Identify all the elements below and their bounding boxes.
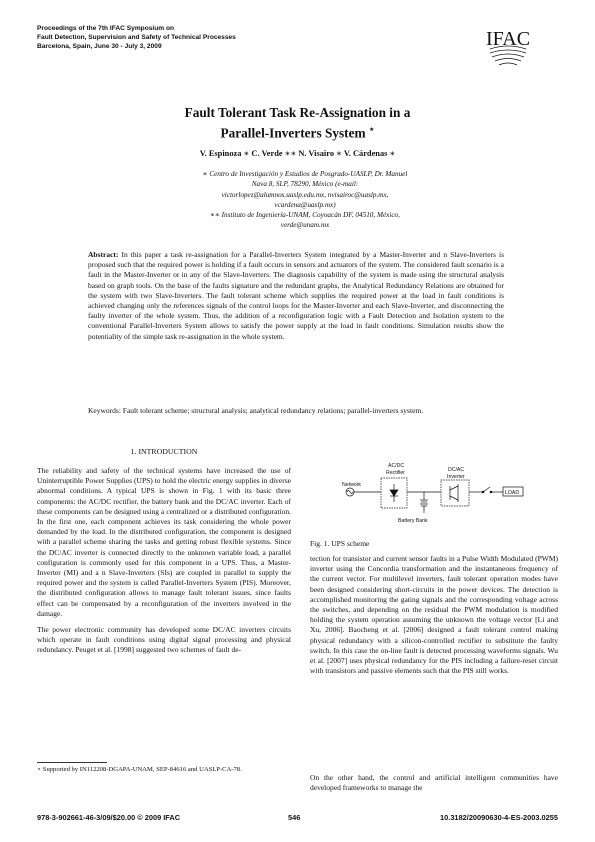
label-network: Network	[342, 482, 362, 488]
abstract-text: In this paper a task re-assignation for a Parallel-Inverters System integrated by a Master-Inverter and n Slave-Inverters is proposed such that the required power is holding if a fault occurs in sensors and actuators of the system. The considered fault scenario is a fault in the Master-Inverter or in any of the Slave-Inverters. The diagnosis capability of the system is made using the structural analysis based on graph tools. On the base of the faults signature and the redundant graphs, the Analytical Redundancy Relations are obtained for the system with two Slave-Inverters. The fault tolerant scheme which supplies the required power at the load in fault conditions is achieved changing only the references signals of the control loops for the Master-Inverter and each Slave-Inverter, and disconnecting the faulty inverter of the whole system. Thus, the addition of a reconfiguration logic with a Fault Detection and Isolation system to the conventional Parallel-Inverters System allows to satisfy the power supply at the load in fault conditions. Simulation results show the potentiality of the simple task re-assignation in the whole system.	[88, 250, 504, 341]
paper-title	[0, 104, 595, 141]
ups-scheme-figure	[338, 460, 528, 536]
header-line-3: Barcelona, Spain, June 30 - July 3, 2009	[37, 43, 162, 50]
affiliation-1-line-3: victorlopez@alumnos.uaslp.edu.mx, nvisairoc@uaslp.mx,	[221, 190, 389, 199]
title-line-1: Fault Tolerant Task Re-Assignation in a	[184, 105, 411, 120]
affiliations	[180, 169, 430, 231]
header-line-2: Fault Detection, Supervision and Safety of Technical Processes	[37, 34, 236, 41]
right-paragraph-1: tection for transistor and current sensor faults in a Pulse Width Modulated (PWM) inverter using the Concordia transformation and the instantaneous frequency of the current vector. For multilevel inverters, fault tolerant operation modes have been designed considering short-circuits in the power devices. The detection is accomplished monitoring the gating signals and the corresponding voltage across the switches, and depending on the residual the PWM modulation is modified holding the system operation assuming the unknown the voltage vector [Li and Xu, 2006]. Baocheng et al. [2006] designed a fault tolerant control making physical redundancy with a silicon-controlled rectifier to substitute the faulty switch. In this case the on-line fault is detected processing waveforms signals. Wu et al. [2007] uses physical redundancy for the PIS including a failure-reset circuit with transistors and passive elements such that the PIS still works.	[310, 554, 558, 676]
label-inverter-1: DC/AC	[448, 467, 465, 473]
abstract-label: Abstract:	[88, 250, 119, 259]
section-heading-introduction: 1. INTRODUCTION	[130, 447, 198, 456]
intro-paragraph-1: The reliability and safety of the technical systems have increased the use of Uninterruptible Power Supplies (UPS) to hold the electric energy supplies in diverse abnormal conditions. A typical UPS is shown in Fig. 1 with its basic three components: the AC/DC rectifier, the battery bank and the DC/AC inverter. Each of these components can be designed using a centralized or a distributed configuration. In the first one, each component achieves its task considering the whole power demanded by the load. In the distributed configuration, the component is designed with a parallel scheme sharing the tasks and getting robust flexible systems. Since the DC/AC inverter is connected directly to the unknown variable load, a parallel configuration is commonly used for this component in a UPS. Thus, a Master-Inverter (MI) and a n Slave-Inverters (SIs) are coupled in parallel to supply the required power and the system is called Parallel-Inverters System (PIS). Moreover, the distributed configuration allows to manage fault tolerant issues, since faults effect can be compensated by a reconfiguration of the inverters involved in the damage.	[37, 466, 291, 618]
affiliation-1-line-4: vcardena@uaslp.mx)	[274, 200, 336, 209]
right-column	[310, 554, 558, 676]
label-inverter-2: Inverter	[447, 474, 465, 480]
label-load: LOAD	[505, 490, 520, 496]
label-battery: Battery Bank	[398, 518, 428, 524]
keywords: Keywords: Fault tolerant scheme; structural analysis; analytical redundancy relations; parallel-inverters system.	[88, 406, 424, 415]
ifac-logo	[478, 21, 538, 71]
label-rectifier-1: AC/DC	[388, 463, 405, 469]
intro-paragraph-2: The power electronic community has developed some DC/AC inverters circuits which operate in fault conditions using digital signal processing and physical redundancy. Peuget et al. [1998] suggested two schemes of fault de-	[37, 625, 291, 655]
label-rectifier-2: Rectifier	[386, 470, 406, 476]
abstract	[88, 250, 504, 342]
footer-page-number: 546	[288, 813, 301, 822]
title-line-2: Parallel-Inverters System	[220, 125, 366, 141]
title-footnote-mark: ⋆	[368, 124, 375, 134]
right-column-continued	[310, 773, 558, 793]
ifac-logo-text: IFAC	[485, 28, 531, 50]
right-paragraph-2: On the other hand, the control and artificial intelligent communities have developed frameworks to manage the	[310, 773, 558, 793]
affiliation-2-line-1: ∗∗ Instituto de Ingeniería-UNAM, Coyoacán DF, 04510, México,	[210, 211, 400, 220]
footer-doi: 10.3182/20090630-4-ES-2003.0255	[440, 813, 558, 822]
inverter-box	[441, 480, 469, 506]
left-column	[37, 466, 291, 656]
figure-1-caption: Fig. 1. UPS scheme	[310, 539, 370, 548]
header-line-1: Proceedings of the 7th IFAC Symposium on	[37, 25, 175, 32]
affiliation-1-line-1: ∗ Centro de Investigación y Estudios de Posgrado-UASLP, Dr. Manuel	[202, 170, 408, 178]
author-list: V. Espinoza ∗ C. Verde ∗∗ N. Visairo ∗ V. Cárdenas ∗	[199, 149, 396, 158]
footer-isbn: 978-3-902661-46-3/09/$20.00 © 2009 IFAC	[37, 813, 181, 822]
footnote-rule	[37, 762, 107, 763]
proceedings-header	[37, 24, 236, 51]
affiliation-1-line-2: Nava 8, SLP, 78290, México (e-mail:	[251, 180, 359, 189]
affiliation-2-line-2: verde@unam.mx	[280, 221, 330, 230]
footnote: ⋆ Supported by IN112208-DGAPA-UNAM, SEP-84616 and UASLP-CA-78.	[37, 766, 242, 773]
